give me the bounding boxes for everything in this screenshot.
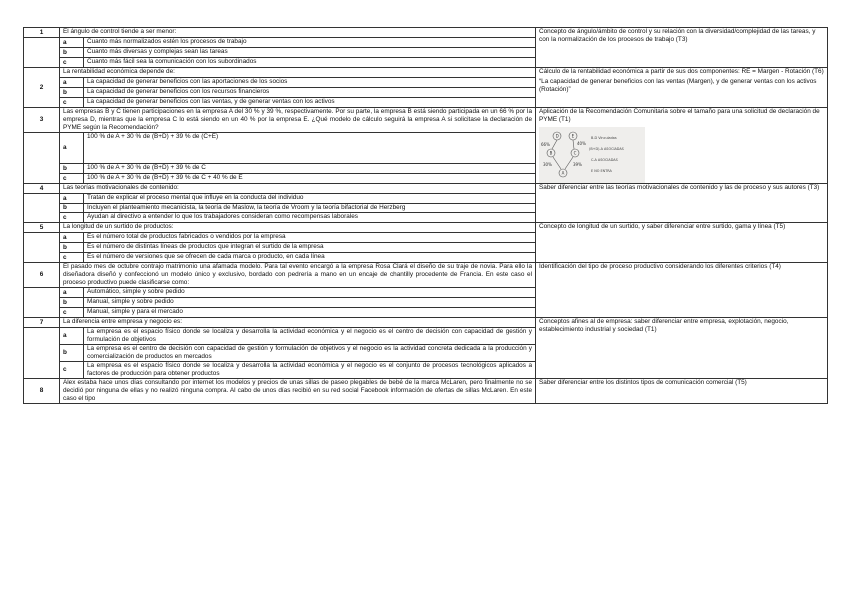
question-row bbox=[24, 379, 828, 404]
question-stem: La longitud de un surtido de productos: bbox=[60, 223, 536, 233]
comment-text: Concepto de ángulo/ámbito de control y su relación con la diversidad/complejidad de las tareas, y con la normalización de los procesos de trabajo (T3) bbox=[539, 28, 816, 43]
option-letter: b bbox=[60, 164, 84, 174]
option-letter: c bbox=[60, 98, 84, 108]
number-spacer bbox=[24, 133, 60, 184]
option-text: La capacidad de generar beneficios con los recursos financieros bbox=[84, 88, 536, 98]
number-spacer bbox=[24, 38, 60, 68]
question-comment bbox=[536, 108, 828, 184]
sketch-percent: 30% bbox=[543, 162, 552, 167]
option-text: 100 % de A + 30 % de (B+D) + 39 % de C + 40 % de E bbox=[84, 174, 536, 184]
question-number: 2 bbox=[24, 68, 60, 108]
question-stem: La diferencia entre empresa y negocio es: bbox=[60, 318, 536, 328]
option-letter: a bbox=[60, 233, 84, 243]
sketch-node: E bbox=[571, 133, 575, 139]
option-text: Cuanto más normalizados estén los procesos de trabajo bbox=[84, 38, 536, 48]
question-stem: Las empresas B y C tienen participaciones en la empresa A del 30 % y 39 %, respectivamente. Por su parte, la empresa B está siendo participada en un 66 % por la empresa D, mientras que la empresa C lo está siendo en un 40 % por la empresa E. ¿Qué modelo de cálculo seguirá la empresa A si solicitase la declaración de PYME según la Recomendación? bbox=[60, 108, 536, 133]
option-letter: c bbox=[60, 308, 84, 318]
comment-text: Concepto de longitud de un surtido, y saber diferenciar entre surtido, gama y línea (T5) bbox=[539, 223, 786, 230]
option-text: La capacidad de generar beneficios con las aportaciones de los socios bbox=[84, 78, 536, 88]
option-letter: c bbox=[60, 253, 84, 263]
question-stem: El pasado mes de octubre contrajo matrimonio una afamada modelo. Para tal evento encargó a la empresa Rosa Clará el diseño de su traje de novia. Para ello la diseñadora diseñó y confeccionó un modelo único y exclusivo, bordado con pedrería a mano en un encaje de chantilly procedente de Francia. En este caso el proceso productivo puede clasificarse como: bbox=[60, 263, 536, 288]
question-comment bbox=[536, 28, 828, 68]
option-letter: c bbox=[60, 58, 84, 68]
question-row bbox=[24, 68, 828, 78]
comment-quote: “La capacidad de generar beneficios con las ventas (Margen), y de generar ventas con los activos (Rotación)” bbox=[539, 78, 817, 93]
option-text: La empresa es el espacio físico donde se localiza y desarrolla la actividad económica y el negocio es el conjunto de procesos tecnológicos aplicados a factores de producción para obtener productos bbox=[84, 362, 536, 379]
question-comment bbox=[536, 318, 828, 379]
option-text: Tratan de explicar el proceso mental que influye en la conducta del individuo bbox=[84, 194, 536, 204]
option-letter: a bbox=[60, 133, 84, 164]
sketch-note: C-A ASOCIADAS bbox=[591, 158, 618, 162]
comment-text: Conceptos afines al de empresa: saber diferenciar entre empresa, explotación, negocio, establecimiento industrial y sociedad (T1) bbox=[539, 318, 789, 333]
option-text: Automático, simple y sobre pedido bbox=[84, 288, 536, 298]
option-text: Es el número de versiones que se ofrecen de cada marca o producto, en cada línea bbox=[84, 253, 536, 263]
option-text: Manual, simple y sobre pedido bbox=[84, 298, 536, 308]
option-letter: b bbox=[60, 204, 84, 213]
number-spacer bbox=[24, 194, 60, 223]
handwritten-sketch-image bbox=[539, 127, 645, 183]
option-text: Ayudan al directivo a entender lo que los trabajadores consideran como recompensas laborales bbox=[84, 213, 536, 223]
question-comment bbox=[536, 223, 828, 263]
option-text: Manual, simple y para el mercado bbox=[84, 308, 536, 318]
option-text: 100 % de A + 30 % de (B+D) + 39 % de (C+E) bbox=[84, 133, 536, 164]
number-spacer bbox=[24, 233, 60, 263]
sketch-node: A bbox=[561, 170, 565, 176]
option-letter: a bbox=[60, 288, 84, 298]
question-row bbox=[24, 223, 828, 233]
question-comment bbox=[536, 379, 828, 404]
question-comment bbox=[536, 263, 828, 318]
sketch-note: B-D Vinculadas bbox=[591, 136, 617, 140]
question-comment bbox=[536, 68, 828, 108]
question-number: 7 bbox=[24, 318, 60, 328]
option-letter: b bbox=[60, 345, 84, 362]
question-number: 8 bbox=[24, 379, 60, 404]
sketch-percent: 66% bbox=[541, 142, 550, 147]
option-letter: a bbox=[60, 194, 84, 204]
question-row bbox=[24, 318, 828, 328]
exam-table bbox=[23, 27, 828, 404]
option-text: La empresa es el centro de decisión con capacidad de gestión y formulación de objetivos y el negocio es la actividad concreta dedicada a la producción y comercialización de productos en mercados bbox=[84, 345, 536, 362]
question-row bbox=[24, 263, 828, 288]
comment-text: Saber diferenciar entre los distintos tipos de comunicación comercial (T5) bbox=[539, 379, 747, 386]
option-letter: b bbox=[60, 48, 84, 58]
question-comment bbox=[536, 184, 828, 223]
question-number: 3 bbox=[24, 108, 60, 133]
question-number: 4 bbox=[24, 184, 60, 194]
comment-text: Identificación del tipo de proceso productivo considerando los diferentes criterios (T4) bbox=[539, 263, 781, 270]
option-letter: c bbox=[60, 213, 84, 223]
question-number: 6 bbox=[24, 263, 60, 288]
sketch-percent: 40% bbox=[577, 141, 586, 146]
sketch-node: B bbox=[549, 150, 553, 156]
question-number: 1 bbox=[24, 28, 60, 38]
sketch-node: D bbox=[555, 133, 559, 139]
sketch-note: (B+D)-A ASOCIADAS bbox=[589, 147, 624, 151]
option-letter: c bbox=[60, 174, 84, 184]
question-row bbox=[24, 108, 828, 133]
question-stem: El ángulo de control tiende a ser menor: bbox=[60, 28, 536, 38]
question-row bbox=[24, 184, 828, 194]
question-number: 5 bbox=[24, 223, 60, 233]
option-text: La empresa es el espacio físico donde se localiza y desarrolla la actividad económica y el negocio es el centro de decisión con capacidad de gestión y formulación de objetivos bbox=[84, 328, 536, 345]
comment-text: Aplicación de la Recomendación Comunitaria sobre el tamaño para una solicitud de declaración de PYME (T1) bbox=[539, 108, 820, 123]
option-text: Cuanto más fácil sea la comunicación con los subordinados bbox=[84, 58, 536, 68]
option-text: 100 % de A + 30 % de (B+D) + 39 % de C bbox=[84, 164, 536, 174]
sketch-note: E NO ENTRA bbox=[591, 169, 612, 173]
option-letter: b bbox=[60, 298, 84, 308]
option-text: Incluyen el planteamiento mecanicista, la teoría de Maslow, la teoría de Vroom y la teoría bifactorial de Herzberg bbox=[84, 204, 536, 213]
number-spacer bbox=[24, 328, 60, 379]
question-row bbox=[24, 28, 828, 38]
number-spacer bbox=[24, 288, 60, 318]
sketch-percent: 39% bbox=[573, 162, 582, 167]
option-text: Es el número de distintas líneas de productos que integran el surtido de la empresa bbox=[84, 243, 536, 253]
option-text: Es el número total de productos fabricados o vendidos por la empresa bbox=[84, 233, 536, 243]
question-stem: La rentabilidad económica depende de: bbox=[60, 68, 536, 78]
option-text: La capacidad de generar beneficios con las ventas, y de generar ventas con los activos bbox=[84, 98, 536, 108]
question-stem: Alex estaba hace unos días consultando por internet los modelos y precios de unas sillas de paseo plegables de bebé de la marca McLaren, pero finalmente no se decidió por ninguna de ellas y no realizó ninguna compra. Al cabo de unos días recibió en su red social Facebook información de ofertas de sillas McLaren. En este caso el tipo bbox=[60, 379, 536, 404]
option-letter: a bbox=[60, 328, 84, 345]
comment-text: Saber diferenciar entre las teorías motivacionales de contenido y las de proceso y sus autores (T3) bbox=[539, 184, 820, 191]
option-letter: c bbox=[60, 362, 84, 379]
option-letter: b bbox=[60, 88, 84, 98]
question-stem: Las teorías motivacionales de contenido: bbox=[60, 184, 536, 194]
option-letter: a bbox=[60, 38, 84, 48]
option-text: Cuanto más diversas y complejas sean las tareas bbox=[84, 48, 536, 58]
comment-text: Cálculo de la rentabilidad económica a partir de sus dos componentes: RE = Margen - Rotación (T6) bbox=[539, 68, 824, 75]
option-letter: a bbox=[60, 78, 84, 88]
option-letter: b bbox=[60, 243, 84, 253]
sketch-node: C bbox=[573, 150, 577, 156]
